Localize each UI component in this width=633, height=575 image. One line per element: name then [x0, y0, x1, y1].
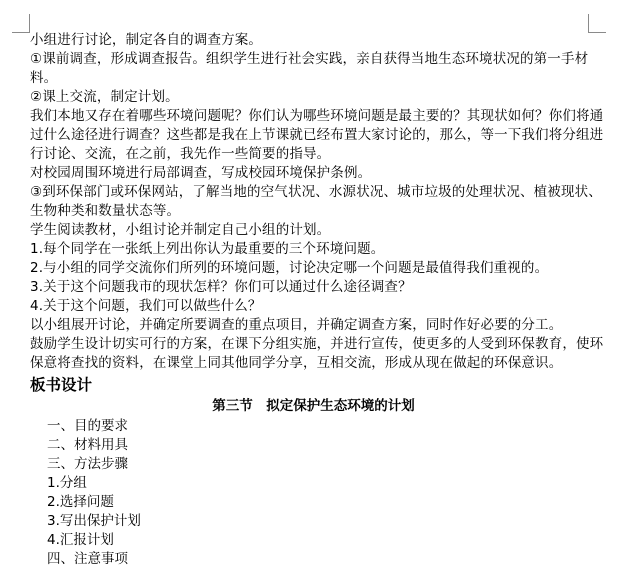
list-item: 3.关于这个问题我市的现状怎样？你们可以通过什么途径调查？ — [30, 279, 412, 295]
paragraph: 对校园周围环境进行局部调查，写成校园环境保护条例。 — [30, 165, 372, 181]
paragraph: 鼓励学生设计切实可行的方案，在课下分组实施，并进行宣传，使更多的人受到环保教育，使环保意将查找的资料，在课堂上同其他同学分享，互相交流，形成从现在做起的环保意识。 — [30, 336, 604, 371]
board-item: 一、目的要求 — [47, 418, 128, 434]
board-item: 三、方法步骤 — [47, 456, 128, 472]
section-heading: 板书设计 — [30, 376, 93, 394]
paragraph: 我们本地又存在着哪些环境问题呢？你们认为哪些环境问题是最主要的？其现状如何？你们将通过什么途径进行调查？这些都是我在上节课就已经布置大家讨论的，那么，等一下我们将分组进行讨论、交流，在之前，我先作一些简要的指导。 — [30, 108, 604, 162]
list-item: 1.每个同学在一张纸上列出你认为最重要的三个环境问题。 — [30, 241, 385, 257]
board-item: 二、材料用具 — [47, 437, 128, 453]
document-body[interactable] — [30, 31, 615, 569]
crop-mark-top-left — [12, 14, 30, 33]
board-item: 2.选择问题 — [47, 494, 114, 510]
board-item: 3.写出保护计划 — [47, 513, 141, 529]
paragraph: 学生阅读教材，小组讨论并制定自己小组的计划。 — [30, 222, 331, 238]
paragraph: ③到环保部门或环保网站，了解当地的空气状况、水源状况、城市垃圾的处理状况、植被现状、生物种类和数量状态等。 — [30, 184, 602, 219]
board-title: 第三节 拟定保护生态环境的计划 — [212, 398, 415, 414]
paragraph: ①课前调查，形成调查报告。组织学生进行社会实践，亲自获得当地生态环境状况的第一手材料。 — [30, 51, 589, 86]
paragraph: 小组进行讨论，制定各自的调查方案。 — [30, 32, 263, 48]
list-item: 2.与小组的同学交流你们所列的环境问题，讨论决定哪一个问题是最值得我们重视的。 — [30, 260, 549, 276]
board-item: 4.汇报计划 — [47, 532, 114, 548]
paragraph: ②课上交流，制定计划。 — [30, 89, 179, 105]
paragraph: 以小组展开讨论，并确定所要调查的重点项目，并确定调查方案，同时作好必要的分工。 — [30, 317, 563, 333]
list-item: 4.关于这个问题，我们可以做些什么？ — [30, 298, 262, 314]
board-item: 四、注意事项 — [47, 551, 128, 567]
board-item: 1.分组 — [47, 475, 87, 491]
